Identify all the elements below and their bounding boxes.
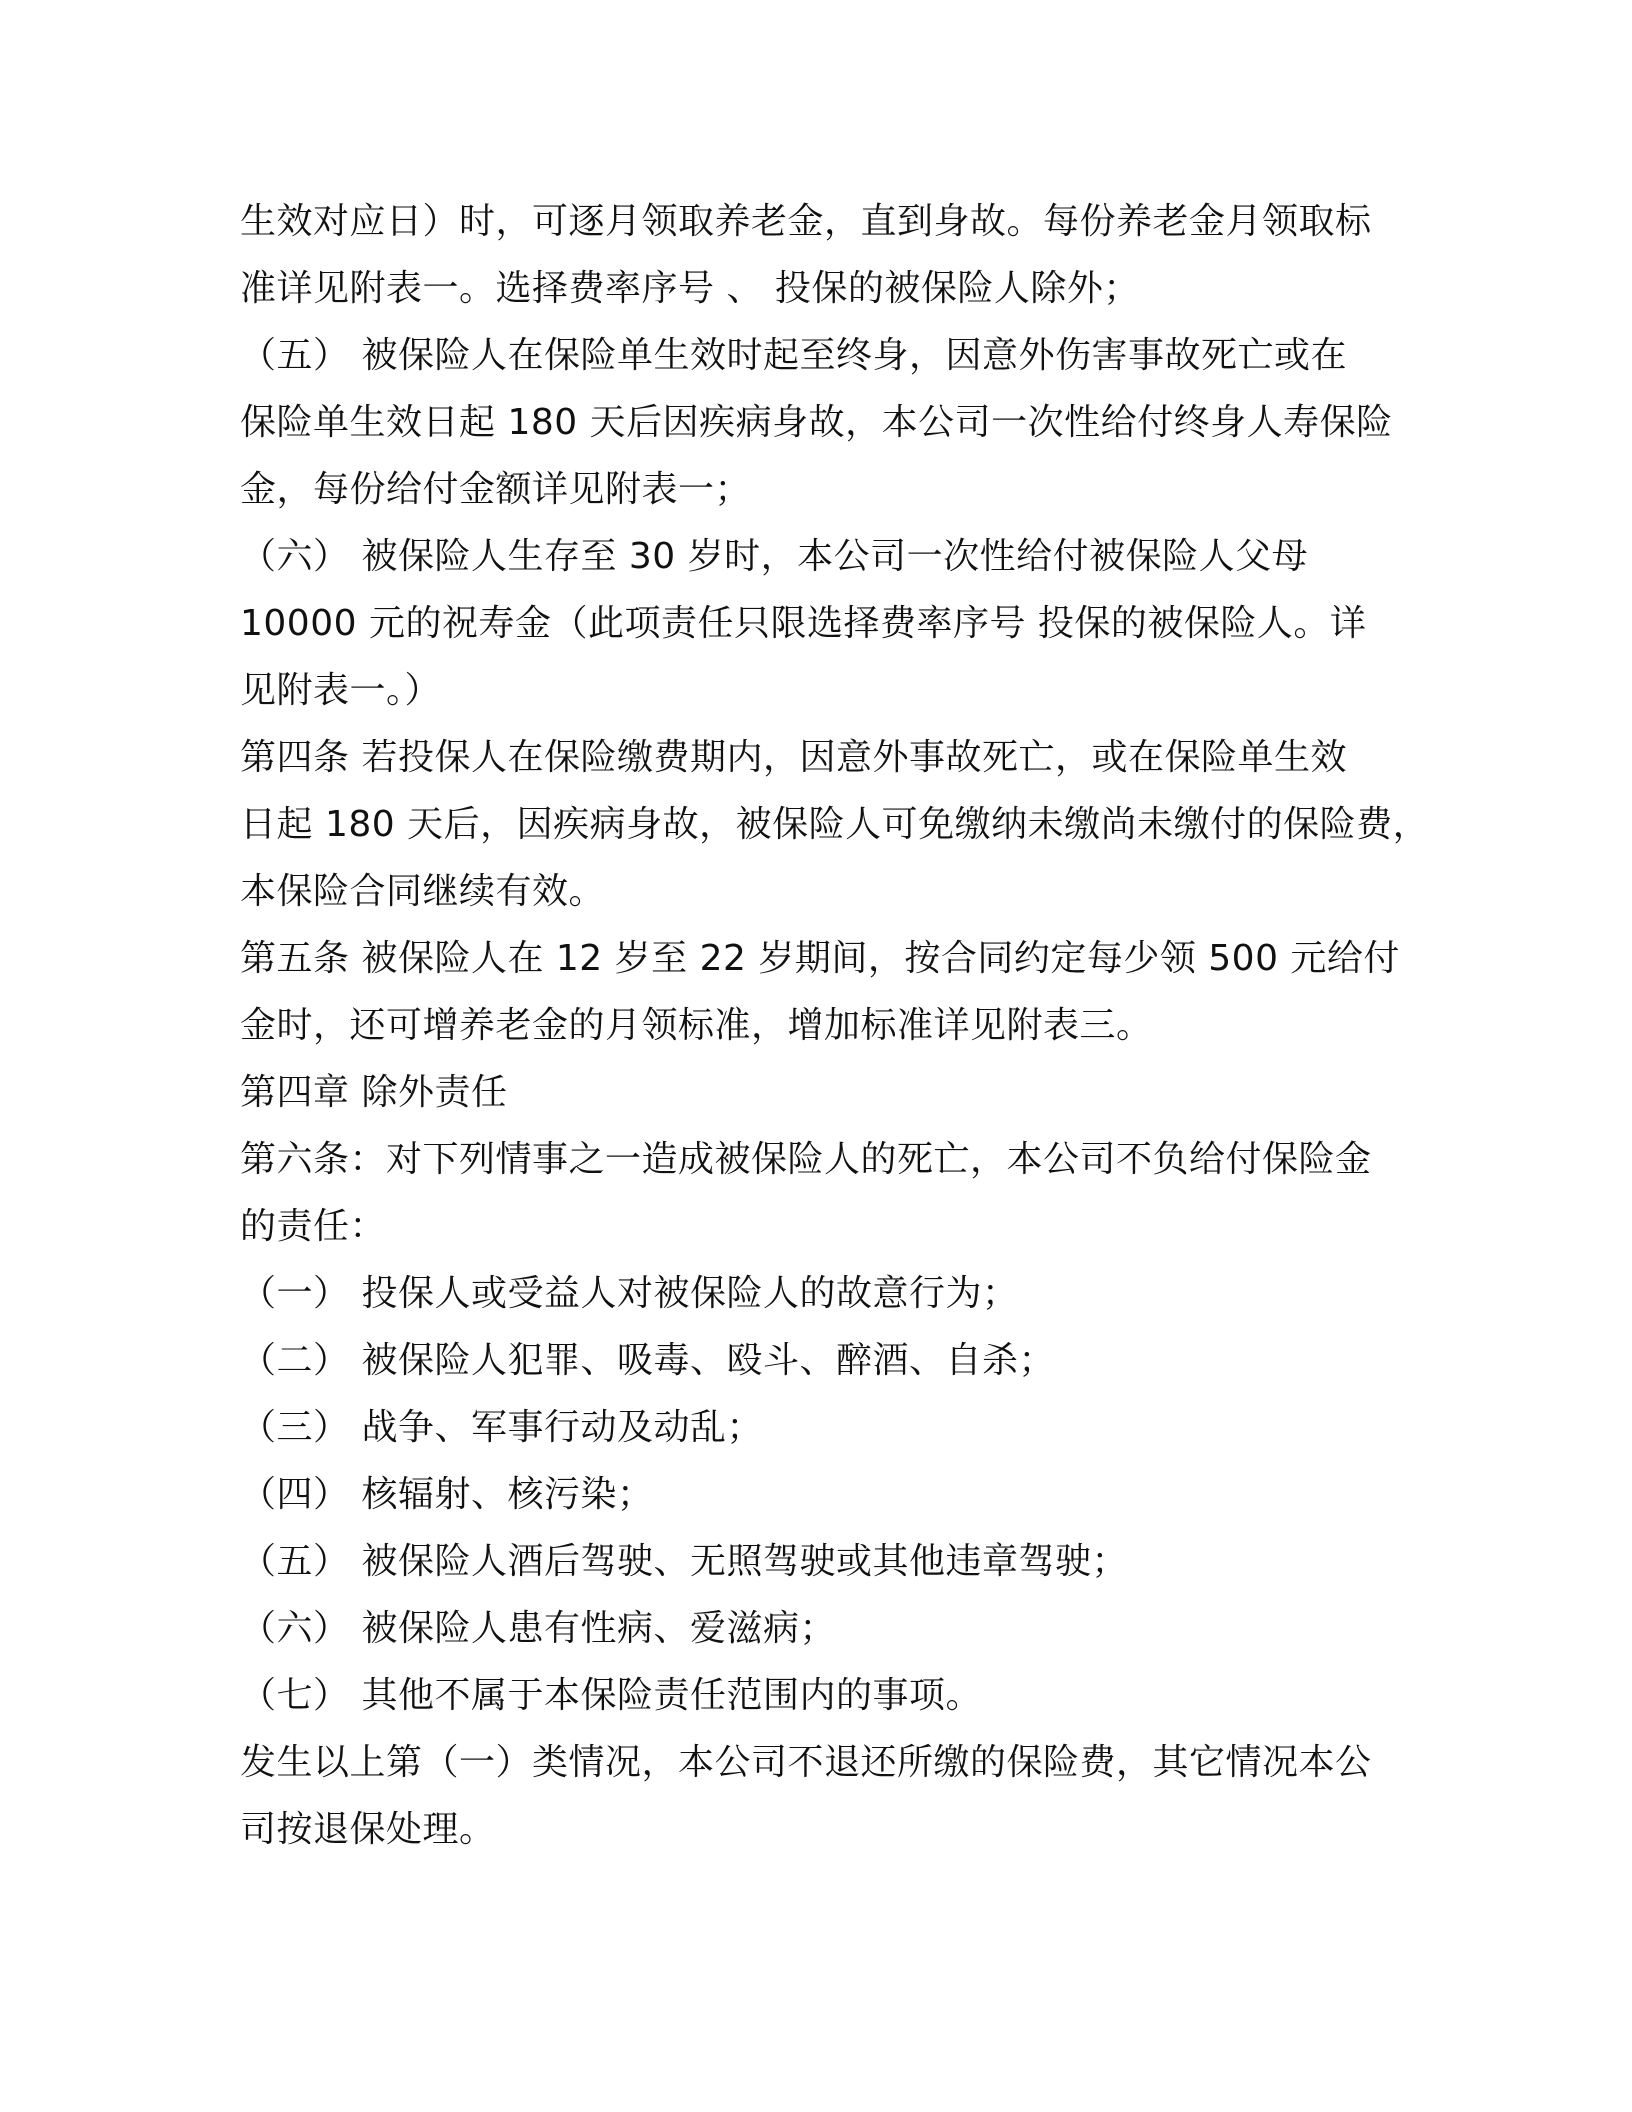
list-item: （五） 被保险人酒后驾驶、无照驾驶或其他违章驾驶； [240,1541,1128,1582]
article-heading: 第四条 若投保人在保险缴费期内，因意外事故死亡，或在保险单生效 [240,737,1347,778]
article-heading: 第六条：对下列情事之一造成被保险人的死亡，本公司不负给付保险金 [240,1139,1372,1180]
chapter-heading: 第四章 除外责任 [240,1072,508,1113]
text-line: 生效对应日）时，可逐月领取养老金，直到身故。每份养老金月领取标 [240,201,1372,242]
text-line: 准详见附表一。选择费率序号 、 投保的被保险人除外； [240,268,1140,309]
list-item: （五） 被保险人在保险单生效时起至终身，因意外伤害事故死亡或在 [240,335,1347,376]
list-item: （七） 其他不属于本保险责任范围内的事项。 [240,1675,982,1716]
list-item: （三） 战争、军事行动及动乱； [240,1407,763,1448]
text-line: 保险单生效日起 180 天后因疾病身故，本公司一次性给付终身人寿保险 [240,402,1393,443]
text-line: 本保险合同继续有效。 [240,871,606,912]
text-line: 日起 180 天后，因疾病身故，被保险人可免缴纳未缴尚未缴付的保险费， [240,804,1430,845]
text-line: 金时，还可增养老金的月领标准，增加标准详见附表三。 [240,1005,1153,1046]
text-line: 的责任： [240,1206,387,1247]
list-item: （二） 被保险人犯罪、吸毒、殴斗、醉酒、自杀； [240,1340,1055,1381]
text-line: 发生以上第（一）类情况，本公司不退还所缴的保险费，其它情况本公 [240,1742,1372,1783]
list-item: （六） 被保险人患有性病、爱滋病； [240,1608,836,1649]
list-item: （一） 投保人或受益人对被保险人的故意行为； [240,1273,1019,1314]
article-heading: 第五条 被保险人在 12 岁至 22 岁期间，按合同约定每少领 500 元给付 [240,938,1400,979]
document-page [240,188,1430,1863]
text-line: 金，每份给付金额详见附表一； [240,469,752,510]
list-item: （六） 被保险人生存至 30 岁时，本公司一次性给付被保险人父母 [240,536,1309,577]
text-line: 见附表一。） [240,670,442,711]
text-line: 司按退保处理。 [240,1809,496,1850]
text-line: 10000 元的祝寿金（此项责任只限选择费率序号 投保的被保险人。详 [240,603,1367,644]
list-item: （四） 核辐射、核污染； [240,1474,654,1515]
